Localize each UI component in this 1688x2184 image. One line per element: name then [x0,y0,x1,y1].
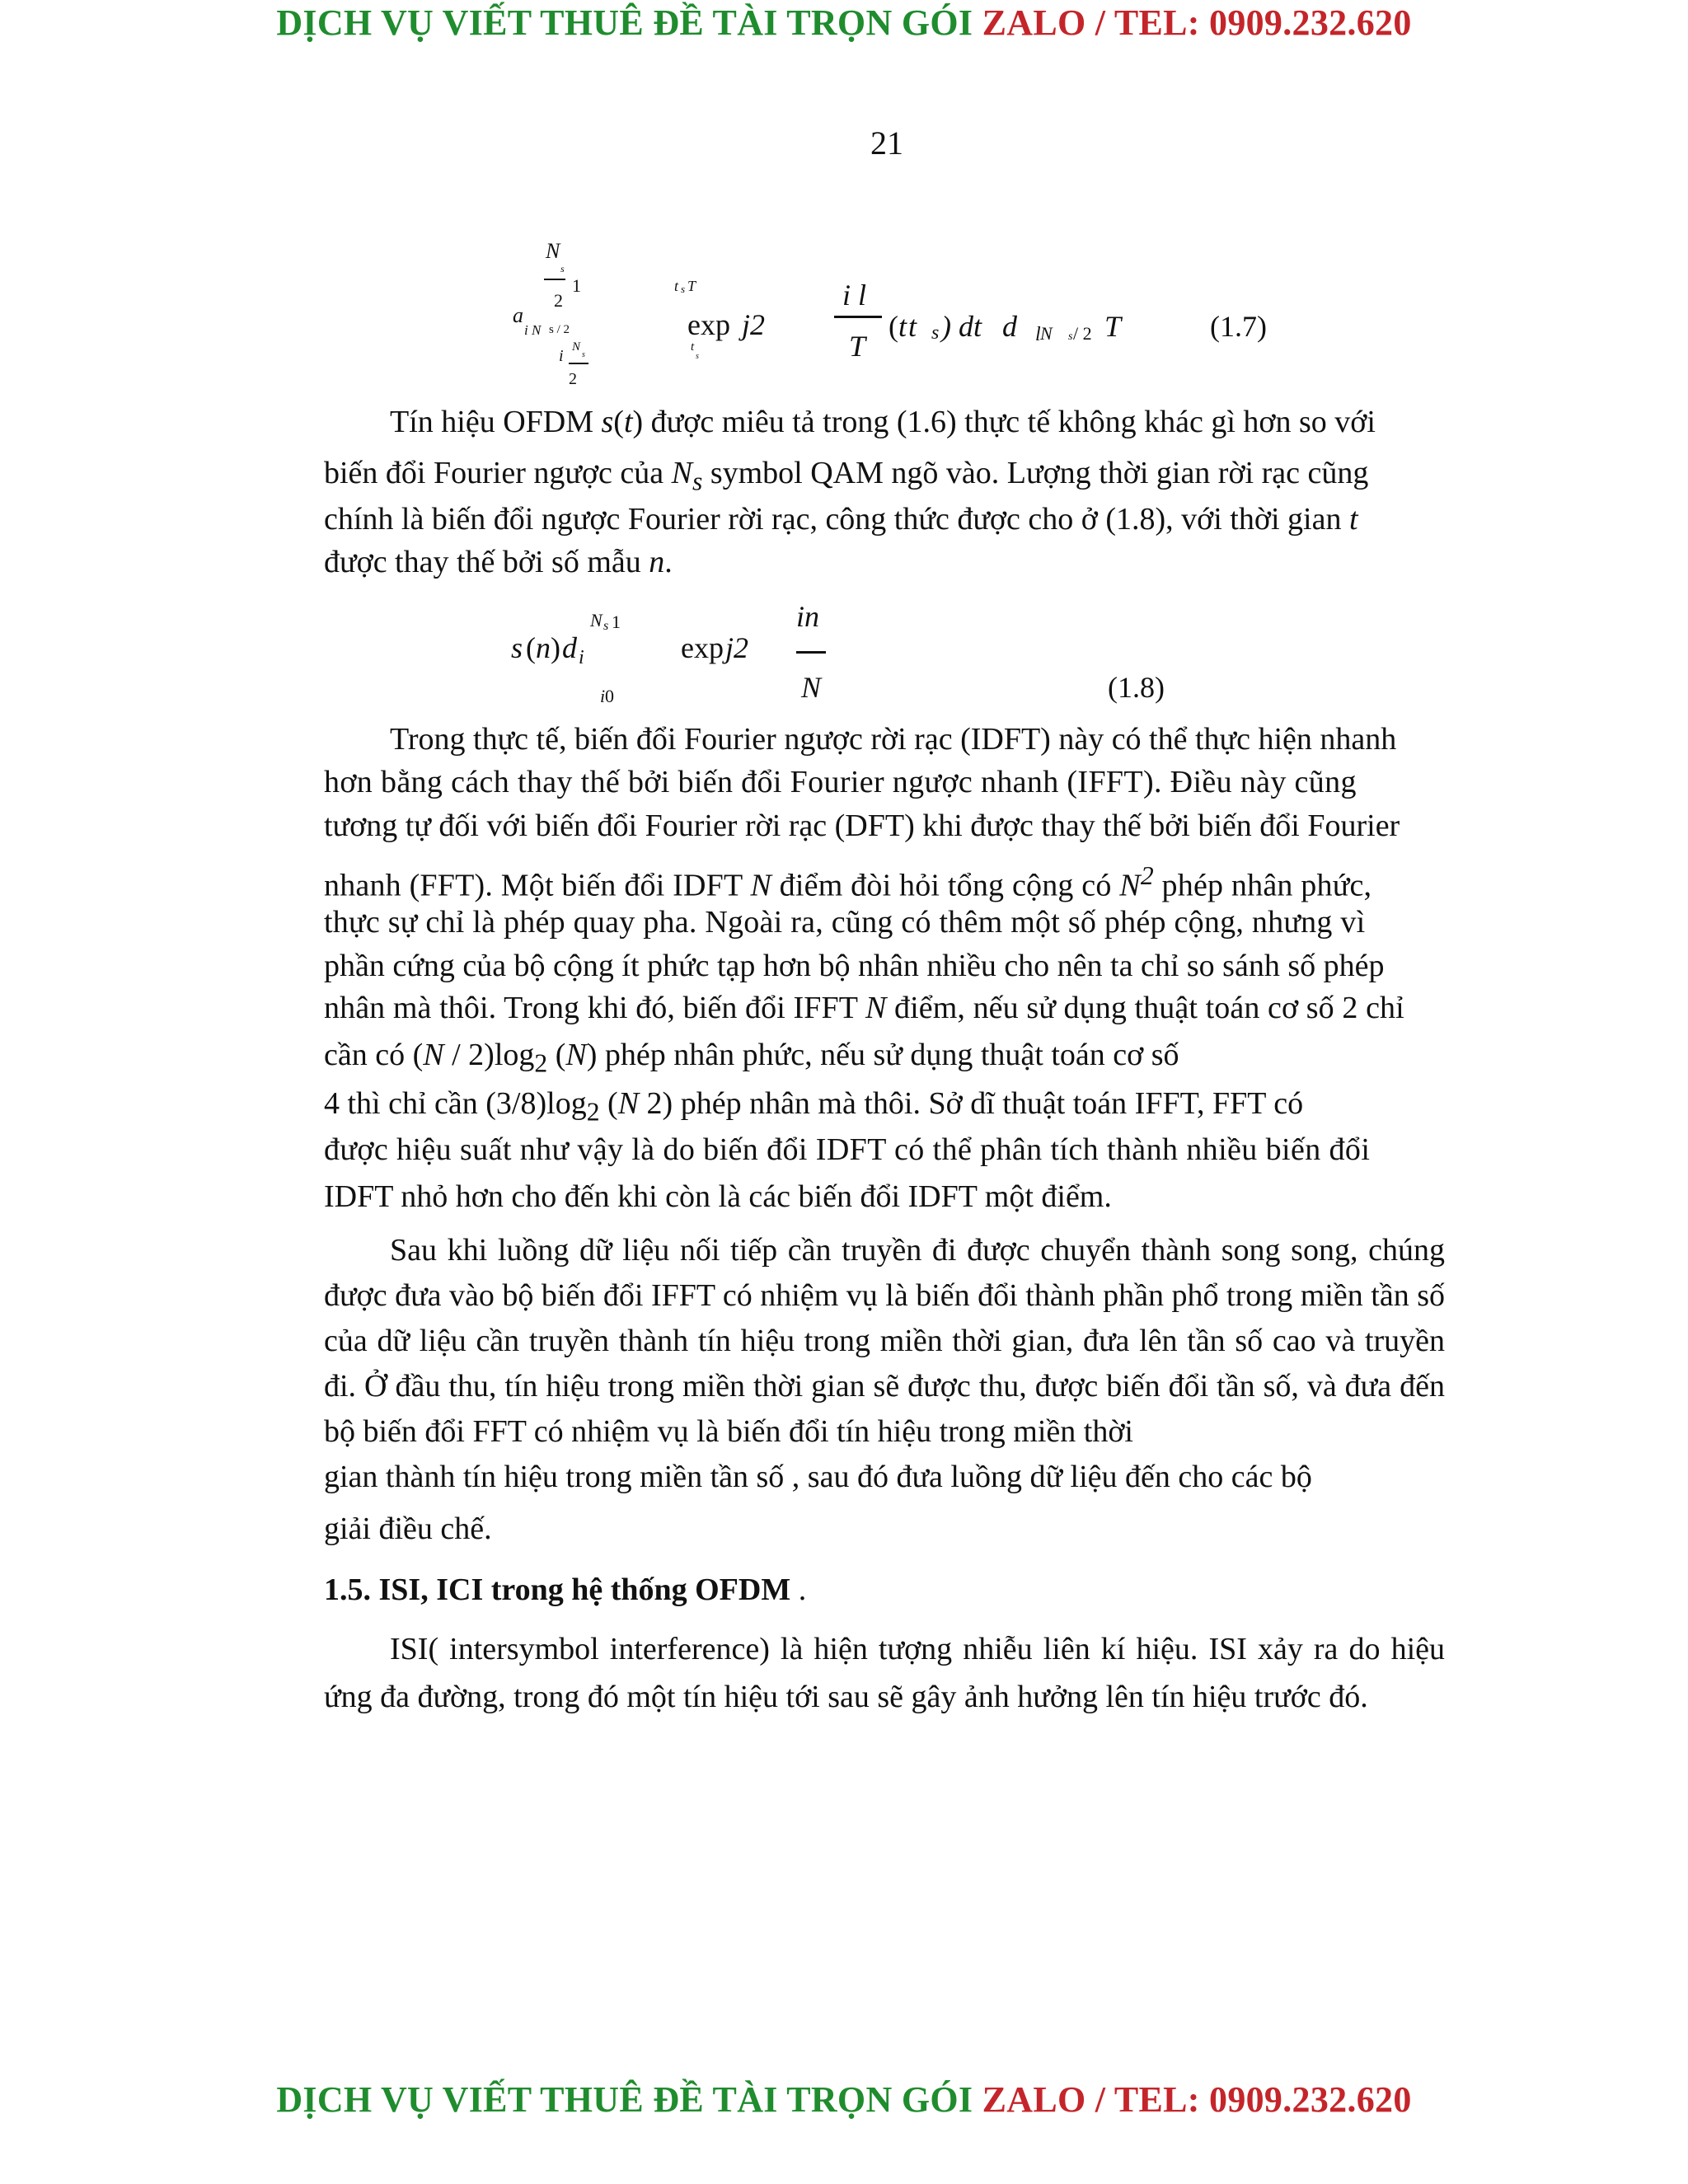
footer-banner [0,2079,1688,2121]
eq-paren: ) [551,631,560,664]
text-line: IDFT nhỏ hơn cho đến khi còn là các biến đổi IDFT một điểm. [324,1179,1112,1214]
eq-symbol: T [687,278,696,294]
paragraph: Sau khi luồng dữ liệu nối tiếp cần truyền đi được chuyển thành song song, chúng được đưa vào bộ biến đổi IFFT có nhiệm vụ là biến đổi thành phần phổ trong miền tần số của dữ liệu cần truyền thành tín hiệu trong miền thời gian, đưa lên tần số cao và truyền đi. Ở đầu thu, tín hiệu trong miền thời gian sẽ được thu, được biến đổi tần số, và đưa đến bộ biến đổi FFT có nhiệm vụ là biến đổi tín hiệu trong miền thời [324,1233,1445,1449]
eq-fraction-bar [544,279,565,280]
eq-symbol: N [572,340,581,354]
page-number: 21 [870,124,903,162]
eq-fraction-bar [834,316,882,318]
eq-symbol: i [600,686,606,706]
banner-contact-text: ZALO / TEL: 0909.232.620 [982,2079,1412,2120]
eq-subscript: i N [524,322,542,338]
eq-subscript: N [1040,323,1053,344]
text-line: chính là biến đổi ngược Fourier rời rạc, công thức được cho ở (1.8), với thời gian t [324,502,1358,537]
text-line: giải điều chế. [324,1511,492,1546]
eq-function: exp [681,631,724,664]
text-line: hơn bằng cách thay thế bởi biến đổi Fourier ngược nhanh (IFFT). Điều này cũng [324,765,1357,799]
eq-subscript: s [603,619,609,633]
text-line: được hiệu suất như vậy là do biến đổi IDFT có thể phân tích thành nhiều biến đổi [324,1132,1371,1167]
eq-paren: ( [889,310,898,343]
eq-symbol: i l [842,279,867,312]
eq-number: 1 [572,275,581,296]
text-line: cần có $(N / 2)\log_2$ (N) phép nhân phức, nếu sử dụng thuật toán cơ số [324,1038,1179,1078]
eq-symbol: n [536,631,551,664]
equation-label: (1.7) [1210,310,1267,343]
eq-symbol: t [691,340,695,354]
eq-subscript: / 2 [1073,323,1092,344]
eq-symbol: a [513,303,523,327]
text-line: nhanh (FFT). Một biến đổi IDFT N điểm đòi hỏi tổng cộng có $N^2$ phép nhân phức, [324,861,1372,903]
text-line: Tín hiệu OFDM s(t) được miêu tả trong (1.6) thực tế không khác gì hơn so với [390,405,1376,439]
eq-subscript: s [696,352,699,361]
eq-subscript: s [1068,330,1073,343]
eq-symbol: N [801,671,822,704]
eq-fraction-bar [796,651,826,654]
eq-symbol: T [849,330,866,363]
eq-paren: ( [526,631,536,664]
banner-service-text: DỊCH VỤ VIẾT THUÊ ĐỀ TÀI TRỌN GÓI [276,2,982,43]
eq-symbol: t [908,310,917,343]
eq-symbol: d [1002,310,1017,343]
eq-number: 2 [554,290,563,311]
eq-symbol: T [1104,310,1122,343]
eq-symbol: t [898,310,907,343]
eq-symbol: s [511,631,523,664]
text-line: 4 thì chỉ cần $(3/8)\log_2$ (N 2) phép nhân mà thôi. Sở dĩ thuật toán IFFT, FFT có [324,1086,1304,1127]
eq-symbol: i [559,347,564,365]
eq-number: 1 [612,612,621,632]
text-line: thực sự chỉ là phép quay pha. Ngoài ra, cũng có thêm một số phép cộng, nhưng vì [324,905,1366,940]
banner-service-text: DỊCH VỤ VIẾT THUÊ ĐỀ TÀI TRỌN GÓI [276,2079,982,2120]
eq-subscript: s [931,322,940,344]
text-line: biến đổi Fourier ngược của $N_s$ symbol QAM ngõ vào. Lượng thời gian rời rạc cũng [324,456,1369,496]
eq-symbol: ) dt [941,310,982,343]
text-line: được thay thế bởi số mẫu n. [324,545,673,579]
paragraph: ISI( intersymbol interference) là hiện tượng nhiễu liên kí hiệu. ISI xảy ra do hiệu ứng đa đường, trong đó một tín hiệu tới sau sẽ gây ảnh hưởng lên tín hiệu trước đó. [324,1632,1445,1714]
section-heading: 1.5. ISI, ICI trong hệ thống OFDM . [324,1572,807,1607]
text-line: gian thành tín hiệu trong miền tần số , sau đó đưa luồng dữ liệu đến cho các bộ [324,1460,1312,1494]
eq-number: 2 [569,370,577,388]
eq-number: 0 [605,686,614,706]
eq-symbol: in [796,600,820,633]
eq-function: exp [687,308,730,341]
text-line: phần cứng của bộ cộng ít phức tạp hơn bộ nhân nhiều cho nên ta chỉ so sánh số phép [324,949,1385,983]
eq-subscript: s [582,350,585,359]
eq-symbol: t [674,278,679,294]
text-line: tương tự đối với biến đổi Fourier rời rạc (DFT) khi được thay thế bởi biến đổi Fourier [324,808,1400,843]
eq-subscript: s / 2 [549,323,570,336]
eq-symbol: d [562,631,577,664]
equation-label: (1.8) [1108,671,1165,704]
banner-contact-text: ZALO / TEL: 0909.232.620 [982,2,1412,43]
eq-symbol: N [546,239,560,263]
eq-symbol: j2 [725,631,749,664]
eq-symbol: N [590,610,603,630]
eq-fraction-bar [569,363,588,364]
eq-subscript: s [560,263,565,274]
header-banner [0,2,1688,44]
eq-subscript: l [1035,324,1041,345]
text-line: Trong thực tế, biến đổi Fourier ngược rời rạc (IDFT) này có thể thực hiện nhanh [390,722,1397,757]
eq-subscript: s [681,283,686,295]
eq-subscript: i [579,647,584,668]
text-line: nhân mà thôi. Trong khi đó, biến đổi IFFT N điểm, nếu sử dụng thuật toán cơ số 2 chỉ [324,991,1404,1025]
eq-symbol: j2 [742,308,766,341]
